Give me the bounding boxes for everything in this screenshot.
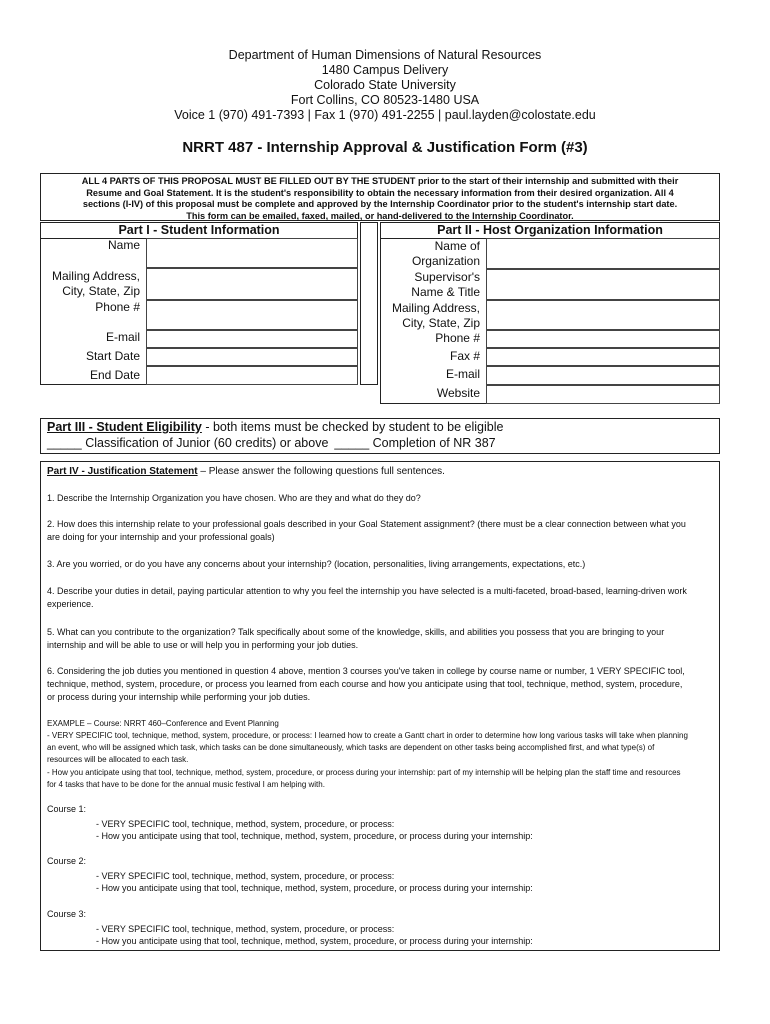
contact-line: Voice 1 (970) 491-7393 | Fax 1 (970) 491-2255 | paul.layden@colostate.edu: [174, 108, 596, 122]
city-address: Fort Collins, CO 80523-1480 USA: [290, 93, 480, 107]
example-line: - How you anticipate using that tool, technique, method, system, procedure, or process during your internship: part of my internship will be helping plan the staff time and resources: [47, 768, 681, 777]
part3-title: Part III - Student Eligibility: [47, 420, 202, 434]
part4-box: [40, 461, 720, 951]
email-field[interactable]: [146, 330, 358, 348]
end-date-field[interactable]: [146, 366, 358, 385]
question-4-line2: experience.: [47, 599, 94, 609]
notice-line: This form can be emailed, faxed, mailed, or hand-delivered to the Internship Coordinator.: [186, 210, 574, 221]
part3-items: [47, 436, 496, 450]
notice-line: Resume and Goal Statement. It is the student's responsibility to obtain the necessary information from their desired organization. All 4: [86, 187, 674, 198]
part4-heading: [47, 465, 711, 478]
label-city-state-zip: City, State, Zip: [62, 284, 140, 298]
label-end-date: End Date: [89, 368, 140, 382]
course-3-tool-prompt: - VERY SPECIFIC tool, technique, method, system, procedure, or process:: [96, 924, 395, 934]
part3-instruction: - both items must be checked by student to be eligible: [201, 420, 504, 434]
notice-box: [40, 173, 720, 221]
form-title: NRRT 487 - Internship Approval & Justification Form (#3): [182, 139, 588, 156]
phone-field[interactable]: [146, 300, 358, 330]
label-organization: Organization: [411, 254, 480, 268]
part2-title: Part II - Host Organization Information: [437, 223, 663, 237]
notice-line: ALL 4 PARTS OF THIS PROPOSAL MUST BE FILLED OUT BY THE STUDENT prior to the start of their internship and submitted with their: [81, 176, 679, 186]
label-email: E-mail: [105, 330, 140, 344]
label-org-name: Name of: [434, 239, 480, 253]
course-1-usage-prompt: - How you anticipate using that tool, technique, method, system, procedure, or process during your internship:: [96, 831, 533, 841]
label-host-email: E-mail: [445, 367, 480, 381]
question-3: 3. Are you worried, or do you have any concerns about your internship? (location, personalities, living arrangements, expectations, etc.): [47, 559, 586, 569]
column-spacer: [360, 222, 378, 385]
campus-delivery: 1480 Campus Delivery: [321, 63, 449, 77]
label-name: Name: [107, 238, 140, 252]
example-line: - VERY SPECIFIC tool, technique, method, system, procedure, or process: I learned how to create a Gantt chart in order to determine how long various tasks will take when planning: [47, 731, 688, 740]
course-2-label: Course 2:: [47, 856, 87, 866]
label-host-phone: Phone #: [435, 331, 480, 345]
question-4-line1: 4. Describe your duties in detail, paying particular attention to why you feel the internship you have selected is a multi-faceted, broad-based, learning-driven work: [47, 586, 687, 596]
part1-title: Part I - Student Information: [118, 223, 280, 237]
course-2-tool-prompt: - VERY SPECIFIC tool, technique, method, system, procedure, or process:: [96, 871, 395, 881]
question-5-line2: internship and will be able to use or will help you in performing your job duties.: [47, 640, 359, 650]
organization-name-field[interactable]: [486, 238, 720, 269]
question-6-line1: 6. Considering the job duties you mentioned in question 4 above, mention 3 courses you've taken in college by course name or number, 1 VERY SPECIFIC tool,: [47, 666, 685, 676]
part3-heading: [47, 420, 503, 434]
university-name: Colorado State University: [314, 78, 456, 92]
label-host-fax: Fax #: [449, 349, 480, 363]
name-field[interactable]: [146, 238, 358, 268]
mailing-address-field[interactable]: [146, 268, 358, 300]
label-mailing-address: Mailing Address,: [51, 269, 140, 283]
supervisor-field[interactable]: [486, 269, 720, 300]
question-2-line2: are doing for your internship and your professional goals): [47, 532, 275, 542]
course-3-usage-prompt: - How you anticipate using that tool, technique, method, system, procedure, or process during your internship:: [96, 936, 533, 946]
question-6-line2: technique, method, system, procedure, or process you learned from each course and how you anticipate using that tool, technique, method, system, procedure,: [47, 679, 683, 689]
label-phone: Phone #: [95, 300, 140, 314]
label-name-title: Name & Title: [411, 285, 480, 299]
example-line: an event, who will be assigned which task, which tasks can be done simultaneously, which tasks are dependent on other tasks being accomplished first, and what type(s) of: [47, 743, 655, 752]
example-heading: EXAMPLE – Course: NRRT 460–Conference and Event Planning: [47, 719, 279, 728]
website-field[interactable]: [486, 385, 720, 404]
course-1-label: Course 1:: [47, 804, 87, 814]
notice-line: sections (I-IV) of this proposal must be complete and approved by the Internship Coordinator prior to the student's internship start date.: [82, 199, 678, 209]
host-fax-field[interactable]: [486, 348, 720, 366]
question-5-line1: 5. What can you contribute to the organization? Talk specifically about some of the knowledge, skills, and abilities you possess that you are bringing to your: [47, 627, 665, 637]
question-6-line3: or process during your internship while performing your job duties.: [47, 692, 311, 702]
question-1: 1. Describe the Internship Organization you have chosen. Who are they and what do they do?: [47, 493, 421, 503]
department-name: Department of Human Dimensions of Natural Resources: [228, 48, 542, 62]
part4-instruction: – Please answer the following questions full sentences.: [197, 466, 445, 477]
label-supervisor: Supervisor's: [414, 270, 480, 284]
example-line: for 4 tasks that have to be done for the annual music festival I am helping with.: [47, 780, 325, 789]
part4-title: Part IV - Justification Statement: [47, 466, 198, 477]
start-date-field[interactable]: [146, 348, 358, 366]
label-host-mailing: Mailing Address,: [391, 301, 480, 315]
course-2-usage-prompt: - How you anticipate using that tool, technique, method, system, procedure, or process during your internship:: [96, 883, 533, 893]
label-start-date: Start Date: [85, 349, 140, 363]
label-website: Website: [436, 386, 480, 400]
host-phone-field[interactable]: [486, 330, 720, 348]
host-email-field[interactable]: [486, 366, 720, 385]
example-line: resources will be allocated to each task.: [47, 755, 189, 764]
part3-box: [40, 418, 720, 454]
label-host-city: City, State, Zip: [402, 316, 480, 330]
course-3-label: Course 3:: [47, 909, 87, 919]
question-2-line1: 2. How does this internship relate to your professional goals described in your Goal Statement assignment? (there must be a clear connection between what you: [47, 519, 686, 529]
course-1-tool-prompt: - VERY SPECIFIC tool, technique, method, system, procedure, or process:: [96, 819, 395, 829]
eligibility-nr387-checkbox[interactable]: _____ Completion of NR 387: [334, 436, 496, 450]
eligibility-junior-checkbox[interactable]: _____ Classification of Junior (60 credits) or above: [47, 436, 329, 450]
host-address-field[interactable]: [486, 300, 720, 330]
